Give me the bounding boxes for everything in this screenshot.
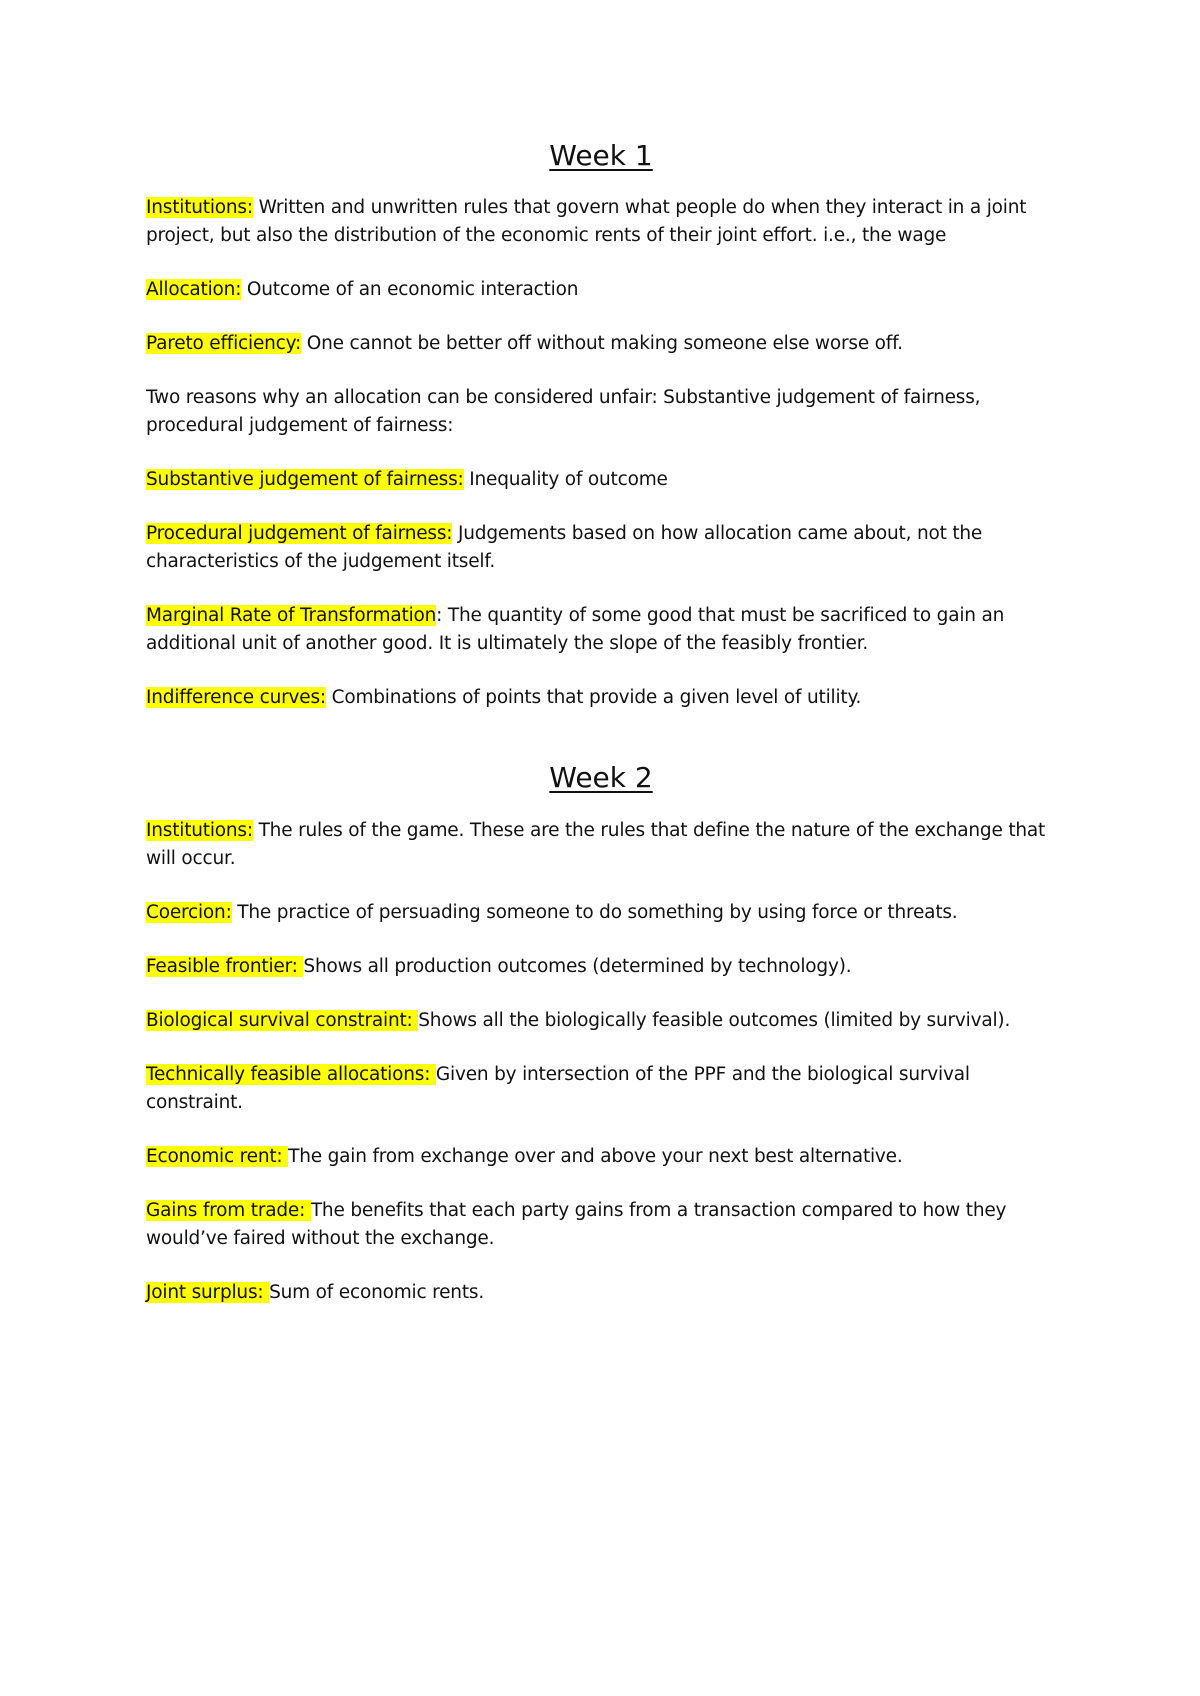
- definition-text: Shows all the biologically feasible outcomes (limited by survival).: [418, 1009, 1011, 1031]
- definition-entry: [146, 602, 1056, 658]
- week2-heading: Week 2: [549, 761, 653, 795]
- term-highlight: Marginal Rate of Transformation: [146, 605, 437, 627]
- definition-entry: [146, 1007, 1056, 1035]
- definition-text: Combinations of points that provide a given level of utility.: [325, 687, 862, 709]
- document-content: [146, 138, 1056, 1333]
- term-highlight: Joint surplus:: [146, 1281, 270, 1303]
- term-highlight: Procedural judgement of fairness:: [146, 523, 453, 545]
- definition-text: Judgements based on how allocation came about, not the characteristics of the judgement itself.: [146, 523, 983, 573]
- definition-text: : The quantity of some good that must be sacrificed to gain an additional unit of another good. It is ultimately the slope of the feasibly frontier.: [146, 605, 1005, 655]
- definition-entry: [146, 953, 1056, 981]
- definition-entry: [146, 520, 1056, 576]
- term-highlight: Biological survival constraint:: [146, 1009, 419, 1031]
- term-highlight: Gains from trade:: [146, 1199, 311, 1221]
- definition-text: The practice of persuading someone to do something by using force or threats.: [231, 901, 958, 923]
- definition-entry: [146, 330, 1056, 358]
- week1-heading: Week 1: [549, 139, 653, 172]
- term-highlight: Substantive judgement of fairness:: [146, 469, 464, 491]
- fairness-note: Two reasons why an allocation can be considered unfair: Substantive judgement of fairness, procedural judgement of fairness:: [146, 387, 981, 437]
- definition-entry: [146, 466, 1056, 494]
- definition-entry: [146, 1279, 1056, 1307]
- definition-text: Given by intersection of the PPF and the biological survival constraint.: [146, 1063, 970, 1113]
- term-highlight: Coercion:: [146, 901, 232, 923]
- term-highlight: Pareto efficiency:: [146, 333, 302, 355]
- term-highlight: Allocation:: [146, 279, 242, 301]
- definition-text: Written and unwritten rules that govern what people do when they interact in a joint project, but also the distribution of the economic rents of their joint effort. i.e., the wage: [146, 197, 1027, 247]
- definition-entry: [146, 1143, 1056, 1171]
- term-highlight: Institutions:: [146, 197, 253, 219]
- term-highlight: Feasible frontier:: [146, 955, 304, 977]
- term-highlight: Technically feasible allocations:: [146, 1063, 436, 1085]
- definition-text: Inequality of outcome: [463, 469, 668, 491]
- definition-entry: [146, 276, 1056, 304]
- term-highlight: Indifference curves:: [146, 687, 326, 709]
- definition-text: The benefits that each party gains from a transaction compared to how they would’ve faired without the exchange.: [146, 1199, 1007, 1249]
- definition-entry: [146, 194, 1056, 250]
- definition-text: One cannot be better off without making someone else worse off.: [301, 333, 903, 355]
- definition-text: Shows all production outcomes (determined by technology).: [303, 955, 852, 977]
- definition-entry: [146, 1197, 1056, 1253]
- term-highlight: Institutions:: [146, 819, 253, 841]
- definition-text: The gain from exchange over and above your next best alternative.: [288, 1145, 903, 1167]
- definition-entry: [146, 684, 1056, 712]
- term-highlight: Economic rent:: [146, 1145, 289, 1167]
- definition-entry: [146, 1061, 1056, 1117]
- definition-entry: [146, 899, 1056, 927]
- definition-entry: [146, 817, 1056, 873]
- definition-text: Sum of economic rents.: [269, 1281, 484, 1303]
- definition-text: The rules of the game. These are the rules that define the nature of the exchange that will occur.: [146, 819, 1046, 869]
- definition-text: Outcome of an economic interaction: [241, 279, 579, 301]
